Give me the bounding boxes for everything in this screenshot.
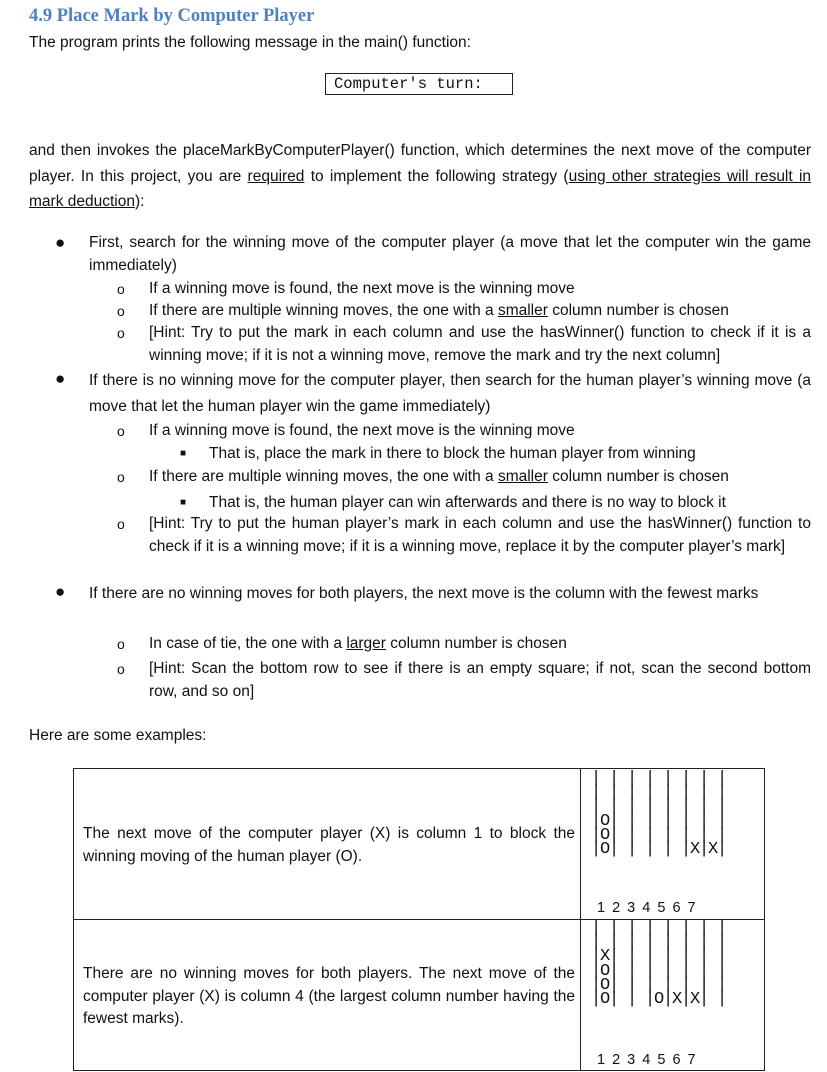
- example-1-column-numbers: 1 2 3 4 5 6 7: [597, 900, 697, 916]
- strategy-paragraph: [29, 138, 811, 215]
- examples-label: Here are some examples:: [29, 727, 207, 744]
- step-1-sub-2-text-a: If there are multiple winning moves, the one with a: [149, 302, 498, 319]
- example-1-description: The next move of the computer player (X) is column 1 to block the winning moving of the human player (O).: [83, 825, 575, 865]
- step-3-sub-1-text-b: column number is chosen: [385, 635, 567, 652]
- bullet-circle-icon: o: [117, 516, 125, 532]
- step-1-sub-1: If a winning move is found, the next move is the winning move: [149, 280, 575, 297]
- step-3-hint: [Hint: Scan the bottom row to see if there is an empty square; if not, scan the second bottom row, and so on]: [149, 660, 811, 700]
- examples-table: [73, 768, 765, 1071]
- step-2-sub-1: If a winning move is found, the next move is the winning move: [149, 422, 575, 439]
- bullet-disc-icon: ●: [55, 582, 66, 601]
- intro-text: The program prints the following message in the main() function:: [29, 34, 471, 51]
- step-2-sub-2-text-b: column number is chosen: [547, 468, 729, 485]
- bullet-circle-icon: o: [117, 281, 125, 297]
- bullet-square-icon: ■: [180, 448, 187, 459]
- para-text-1: and then invokes the placeMarkByComputerPlayer() function, which determines the next move of the computer player. In this project, you are: [29, 142, 811, 185]
- code-message-box: Computer's turn:: [325, 73, 513, 95]
- step-3-text: If there are no winning moves for both players, the next move is the column with the fewest marks: [89, 585, 759, 602]
- bullet-disc-icon: ●: [55, 369, 66, 388]
- bullet-circle-icon: o: [117, 469, 125, 485]
- deduction-warning: using other strategies will result in mark deduction: [29, 167, 812, 210]
- section-title: 4.9 Place Mark by Computer Player: [29, 6, 315, 26]
- step-2-sub-2-text-a: If there are multiple winning moves, the one with a: [149, 468, 498, 485]
- step-1-sub-2: [149, 300, 811, 323]
- bullet-circle-icon: o: [117, 423, 125, 439]
- column-divider: [580, 769, 581, 1070]
- smaller-underlined: smaller: [497, 302, 548, 319]
- example-2-board: | | | | | | | | | | | | | | | | |X| | | | | | | |O| | | | | | | |O| | | | | | | |O| | |O|X|X| |: [591, 919, 727, 1010]
- step-1-sub-2-text-b: column number is chosen: [547, 302, 729, 319]
- step-1-hint: [Hint: Try to put the mark in each column and use the hasWinner() function to check if it is a winning move; if it is not a winning move, remove the mark and try the next column]: [149, 324, 811, 364]
- bullet-circle-icon: o: [117, 325, 125, 341]
- bullet-circle-icon: o: [117, 661, 125, 677]
- example-1-board: | | | | | | | | | | | | | | | | | | | | | | | | |O| | | | | | | |O| | | | | | | |O| | | | |X|X|: [591, 769, 727, 860]
- step-2-sub-2-detail: That is, the human player can win afterwards and there is no way to block it: [209, 494, 726, 511]
- larger-underlined: larger: [346, 635, 386, 652]
- step-3-sub-1: [149, 633, 811, 656]
- bullet-square-icon: ■: [180, 497, 187, 508]
- step-1-text: First, search for the winning move of the computer player (a move that let the computer win the game immediately): [89, 234, 811, 274]
- example-2-description: There are no winning moves for both players. The next move of the computer player (X) is column 4 (the largest column number having the fewest marks).: [83, 965, 575, 1027]
- required-underlined: required: [247, 167, 305, 185]
- step-3-sub-1-text-a: In case of tie, the one with a: [149, 635, 347, 652]
- para-text-3: ):: [134, 193, 145, 210]
- bullet-disc-icon: ●: [55, 233, 66, 252]
- step-2-sub-1-detail: That is, place the mark in there to block the human player from winning: [209, 445, 696, 462]
- example-2-column-numbers: 1 2 3 4 5 6 7: [597, 1052, 697, 1068]
- step-2-hint: [Hint: Try to put the human player’s mark in each column and use the hasWinner() function to check if it is a winning move; if it is a winning move, replace it by the computer player’s mark]: [149, 515, 811, 555]
- para-text-2: to implement the following strategy (: [304, 167, 569, 185]
- step-2-text: If there is no winning move for the computer player, then search for the human player’s winning move (a move that let the human player win the game immediately): [89, 372, 811, 415]
- bullet-circle-icon: o: [117, 303, 125, 319]
- step-2-sub-2: [149, 466, 811, 489]
- bullet-circle-icon: o: [117, 636, 125, 652]
- smaller-underlined: smaller: [497, 468, 548, 485]
